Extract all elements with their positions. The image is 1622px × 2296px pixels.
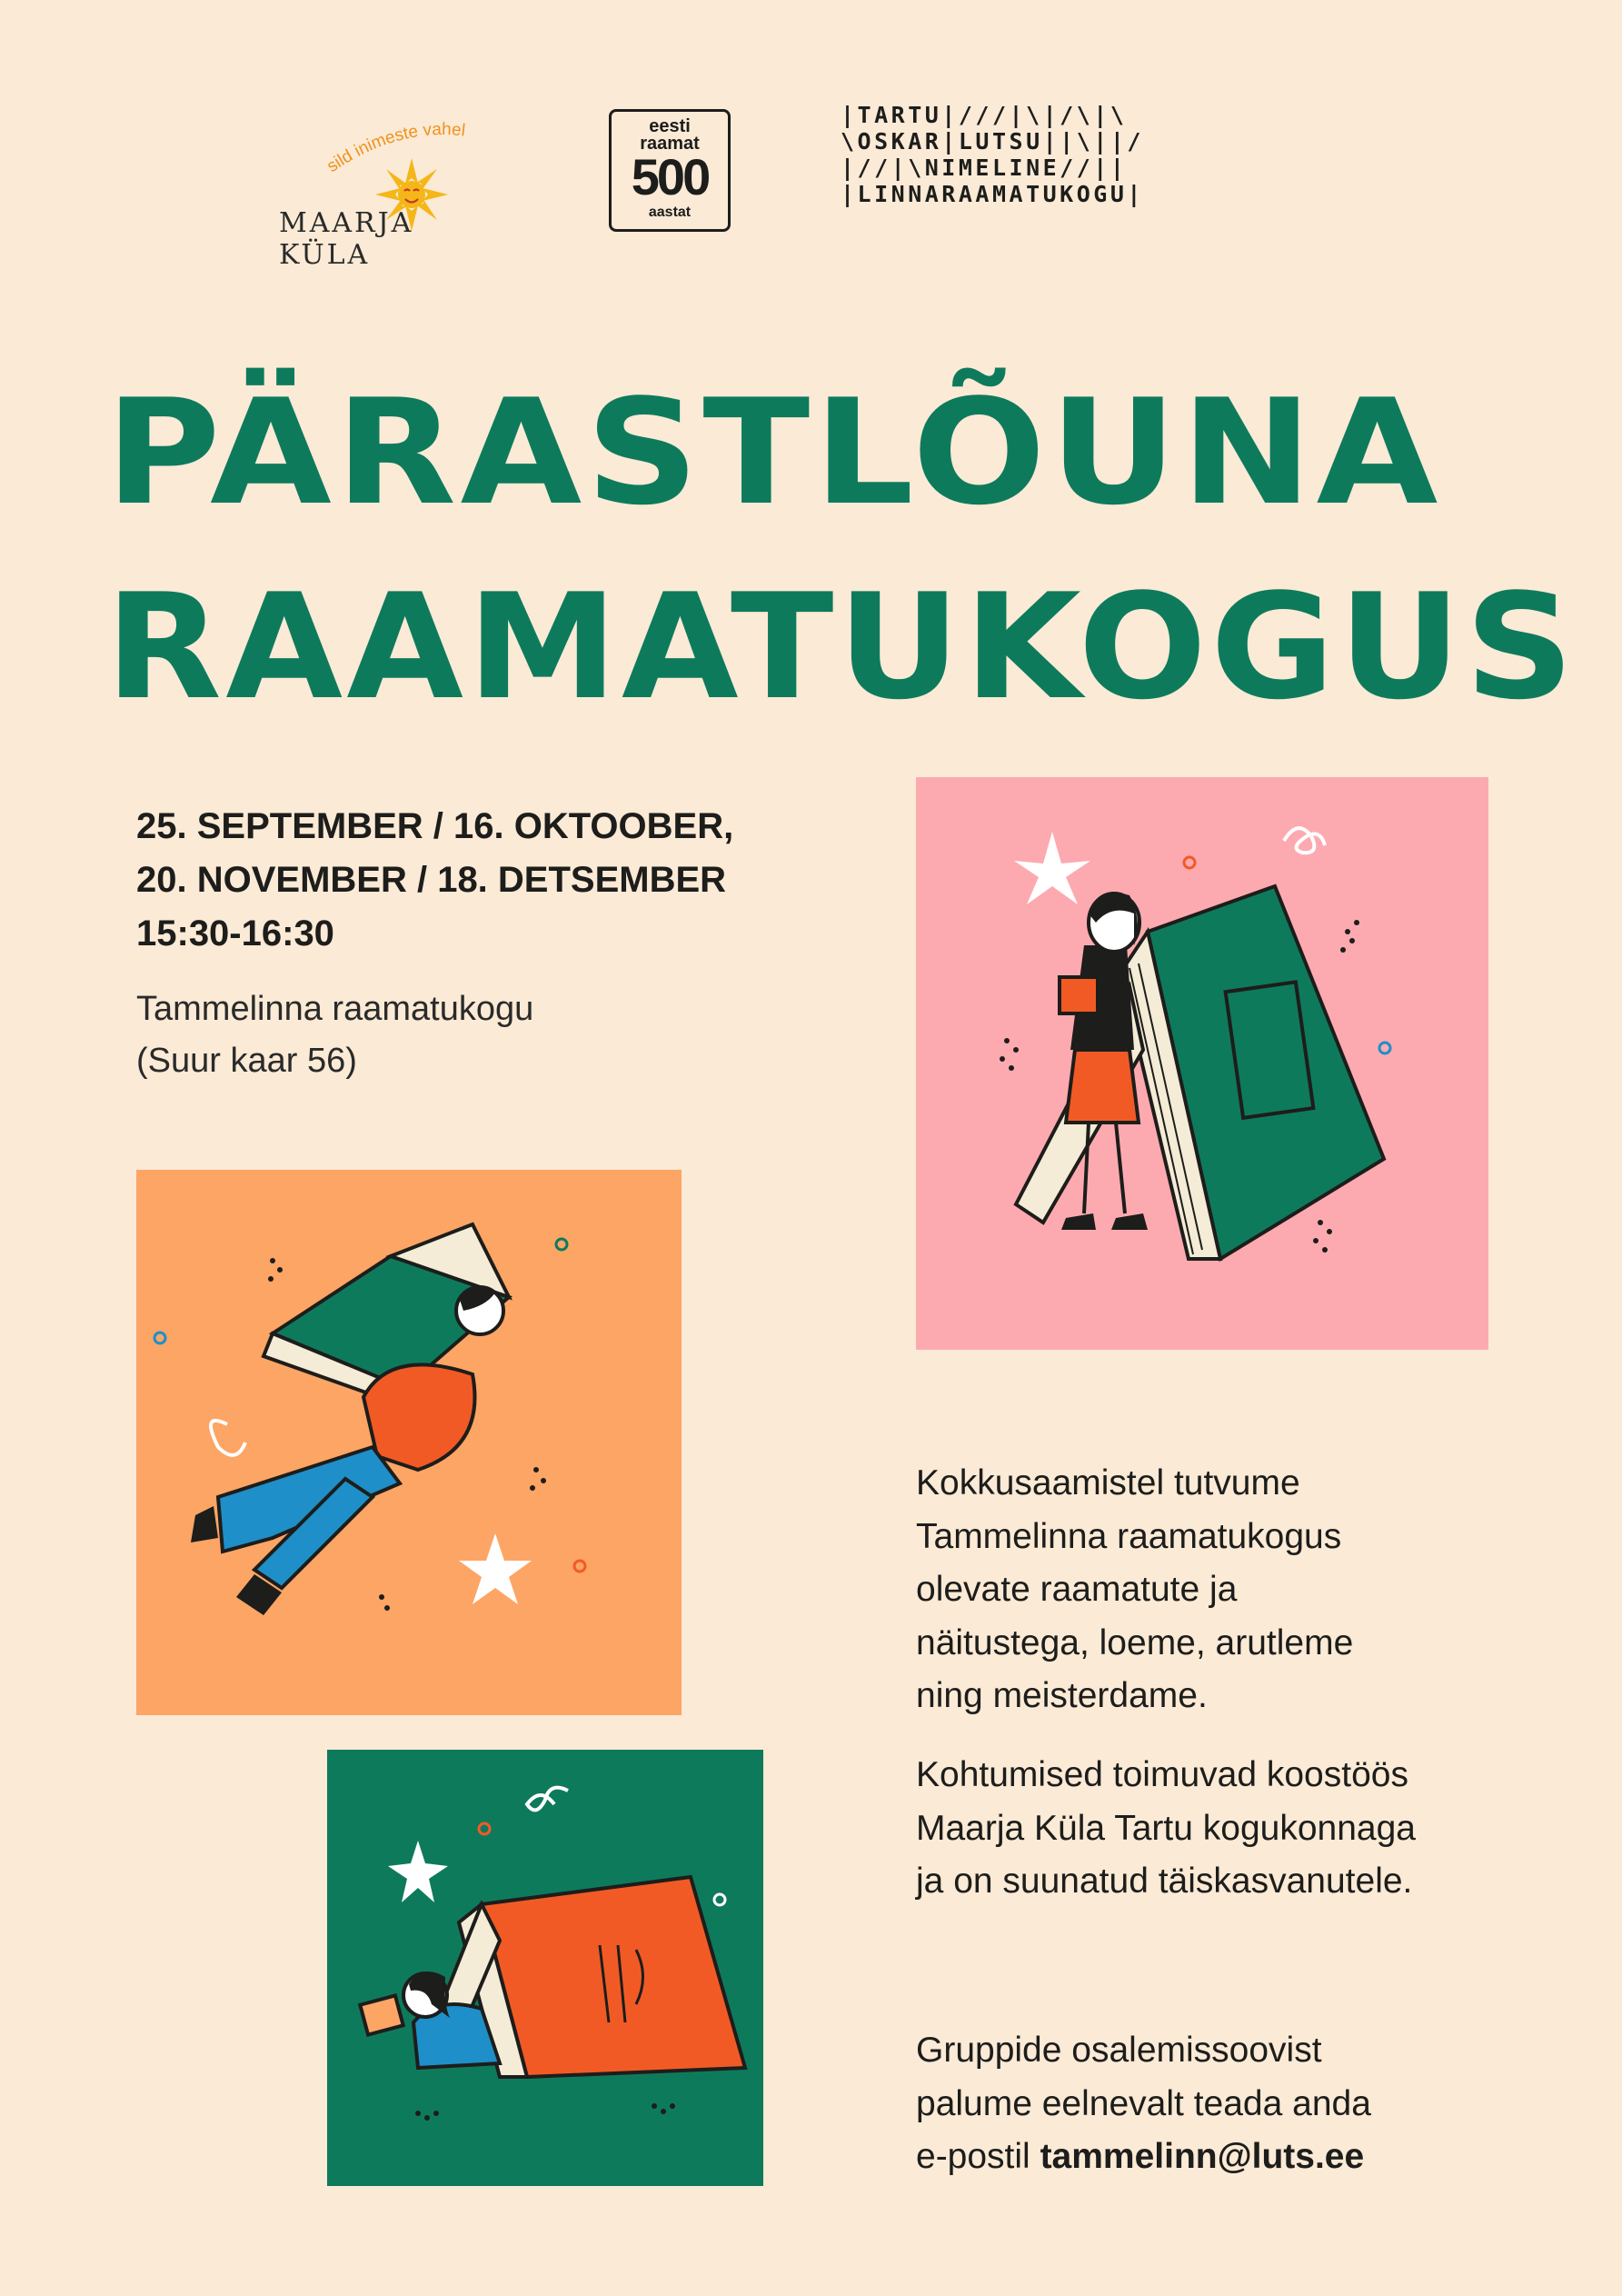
email-prefix: e-postil [916,2137,1040,2176]
place-address: (Suur kaar 56) [136,1042,357,1080]
description-line: Kokkusaamistel tutvume [916,1463,1300,1502]
contact-line: palume eelnevalt teada anda [916,2083,1371,2123]
contact-email-link[interactable]: tammelinn@luts.ee [1040,2137,1365,2176]
library-logo-row: \OSKAR|LUTSU||\||/ [841,128,1144,155]
eesti-raamat-500-logo [609,109,731,232]
logo-500-line2: raamat [640,134,700,154]
description-paragraph-1 [916,1457,1570,1723]
contact-line: Gruppide osalemissoovist [916,2031,1322,2070]
oskar-luts-library-logo [841,102,1358,207]
maarja-kula-logo [268,118,513,271]
library-logo-row: |//|\NIMELINE//|| [841,155,1128,181]
description-line: Maarja Küla Tartu kogukonnaga [916,1808,1416,1848]
dates-line-1: 25. SEPTEMBER / 16. OKTOOBER, [136,806,734,846]
flying-man-icon [136,1170,682,1715]
woman-with-book-icon [916,777,1488,1350]
book-tent-icon [327,1750,763,2186]
event-place [136,983,772,1087]
description-line: Tammelinna raamatukogus [916,1516,1342,1556]
title-line-1: PÄRASTLÕUNA [105,367,1442,537]
illustration-woman-reading-book [916,777,1488,1350]
illustration-woman-under-book-tent [327,1750,763,2186]
library-logo-row: |TARTU|///|\|/\|\ [841,102,1128,128]
logo-500-number: 500 [631,148,709,205]
illustration-flying-man-with-book [136,1170,682,1715]
description-line: näitustega, loeme, arutleme [916,1622,1354,1662]
place-name: Tammelinna raamatukogu [136,990,534,1028]
event-time: 15:30-16:30 [136,913,334,953]
maarja-kula-tagline: sild inimeste vahel [323,120,467,175]
maarja-kula-name: MAARJA KÜLA [279,207,414,271]
contact-paragraph [916,2024,1570,2184]
library-logo-row: |LINNARAAMATUKOGU| [841,181,1144,207]
description-paragraph-2 [916,1749,1570,1909]
title-line-2: RAAMATUKOGUS [105,562,1578,732]
description-line: ja on suunatud täiskasvanutele. [916,1862,1413,1901]
contact-line-email [916,2131,1570,2184]
description-line: Kohtumised toimuvad koostöös [916,1755,1408,1794]
description-line: olevate raamatute ja [916,1570,1238,1609]
dates-line-2: 20. NOVEMBER / 18. DETSEMBER [136,860,727,900]
description-line: ning meisterdame. [916,1676,1208,1715]
logo-500-line1: eesti [649,116,691,136]
logo-500-line4: aastat [648,205,692,220]
event-dates [136,800,827,961]
